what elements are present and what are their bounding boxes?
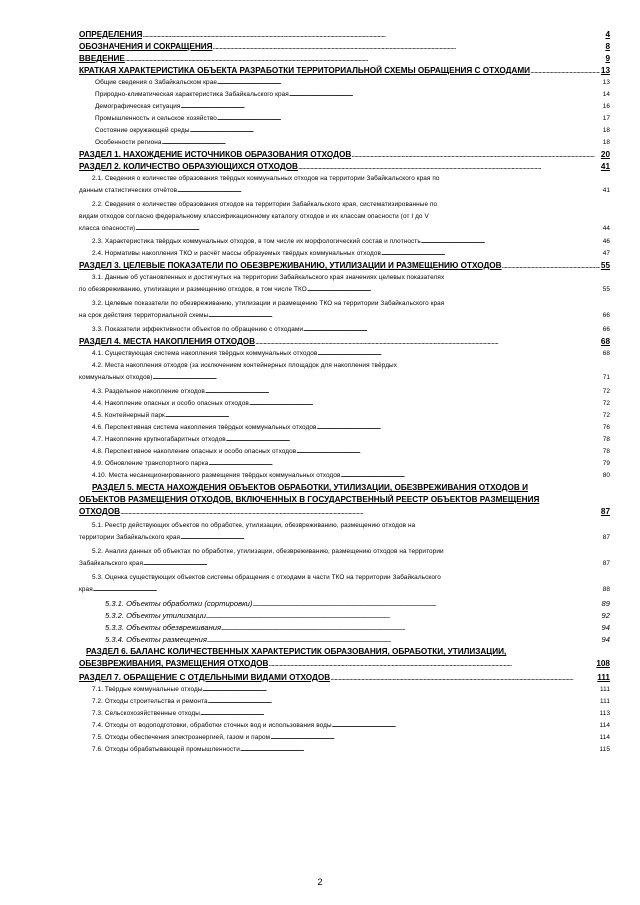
toc-page-number: 71 <box>602 374 610 381</box>
toc-leader-dots <box>240 744 599 756</box>
toc-page-number: 55 <box>600 261 610 270</box>
toc-entry-title: 5.1. Реестр действующих объектов по обработке, утилизации, обезвреживанию, размещению отходов на <box>92 522 416 529</box>
toc-entry-title: ОБЕЗВРЕЖИВАНИЯ, РАЗМЕЩЕНИЯ ОТХОДОВ <box>79 659 269 668</box>
toc-entry[interactable] <box>79 125 610 137</box>
toc-page-number: 18 <box>602 127 610 134</box>
toc-entry[interactable] <box>79 446 610 458</box>
toc-leader-dots <box>341 470 602 482</box>
toc-entry-title: коммунальных отходов) <box>79 374 153 381</box>
toc-leader-dots <box>205 386 602 398</box>
toc-entry[interactable] <box>79 598 610 610</box>
toc-entry-title: 4.2. Места накопления отходов (за исключением контейнерных площадок для накопления твёрдых <box>92 362 398 369</box>
toc-entry-title: ОБОЗНАЧЕНИЯ И СОКРАЩЕНИЯ <box>79 42 213 51</box>
toc-entry[interactable] <box>79 41 610 53</box>
toc-entry-title: видам отходов согласно федеральному классификационному каталогу отходов и их классам опасности (от I до V <box>79 213 429 220</box>
toc-entry[interactable] <box>79 248 610 260</box>
toc-leader-dots <box>226 434 602 446</box>
toc-page-number: 72 <box>602 412 610 419</box>
toc-entry[interactable] <box>79 732 610 744</box>
toc-entry[interactable] <box>79 324 610 336</box>
toc-entry-title: 7.4. Отходы от водоподготовки, обработки сточных вод и использования воды <box>92 722 332 729</box>
toc-page-number: 68 <box>602 350 610 357</box>
toc-entry[interactable] <box>79 410 610 422</box>
toc-entry[interactable] <box>79 610 610 622</box>
toc-entry[interactable] <box>79 29 610 41</box>
toc-entry-title: 2.3. Характеристика твёрдых коммунальных отходов, в том числе их морфологический состав и плотность <box>92 238 421 245</box>
toc-leader-dots <box>190 125 602 137</box>
toc-entry[interactable] <box>79 149 610 161</box>
toc-entry-title: 5.3.3. Объекты обезвреживания <box>105 623 222 632</box>
toc-entry-title: 3.2. Целевые показатели по обезвреживанию, утилизации и размещению ТКО на территории Забайкальского края <box>92 300 445 307</box>
toc-entry[interactable] <box>79 422 610 434</box>
toc-leader-dots <box>252 598 600 610</box>
toc-entry[interactable] <box>79 272 610 298</box>
toc-page-number: 72 <box>602 388 610 395</box>
toc-entry-title: Природно-климатическая характеристика Забайкальского края <box>95 91 289 98</box>
toc-entry[interactable] <box>79 720 610 732</box>
toc-leader-dots <box>213 41 605 53</box>
toc-leader-dots <box>135 223 601 235</box>
toc-entry-title: Общие сведения о Забайкальском крае <box>95 79 218 86</box>
toc-leader-dots <box>180 532 602 544</box>
toc-leader-dots <box>120 506 600 518</box>
toc-leader-dots <box>165 410 602 422</box>
toc-entry-title: РАЗДЕЛ 3. ЦЕЛЕВЫЕ ПОКАЗАТЕЛИ ПО ОБЕЗВРЕЖИВАНИЮ, УТИЛИЗАЦИИ И РАЗМЕЩЕНИЮ ОТХОДОВ <box>79 261 502 270</box>
toc-entry[interactable] <box>79 634 610 646</box>
toc-leader-dots <box>502 260 600 272</box>
toc-entry-title: РАЗДЕЛ 1. НАХОЖДЕНИЕ ИСТОЧНИКОВ ОБРАЗОВАНИЯ ОТХОДОВ <box>79 150 352 159</box>
toc-entry-title: ОБЪЕКТОВ РАЗМЕЩЕНИЯ ОТХОДОВ, ВКЛЮЧЕННЫХ В ГОСУДАРСТВЕННЫЙ РЕЕСТР ОБЪЕКТОВ РАЗМЕЩЕНИЯ <box>79 495 540 504</box>
toc-entry[interactable] <box>79 53 610 65</box>
toc-page-number: 111 <box>599 686 610 693</box>
toc-entry-title: класса опасности) <box>79 225 136 232</box>
toc-page-number: 80 <box>602 472 610 479</box>
toc-entry-title: 7.2. Отходы строительства и ремонта <box>92 698 208 705</box>
toc-leader-dots <box>200 708 599 720</box>
toc-page-number: 66 <box>602 312 610 319</box>
toc-entry[interactable] <box>79 744 610 756</box>
toc-entry-title: 4.7. Накопление крупногабаритных отходов <box>92 436 226 443</box>
toc-leader-dots <box>298 161 600 173</box>
toc-entry-title: ОПРЕДЕЛЕНИЯ <box>79 30 143 39</box>
toc-entry[interactable] <box>79 470 610 482</box>
toc-entry[interactable] <box>79 89 610 101</box>
toc-leader-dots <box>330 672 596 684</box>
toc-entry-title: 2.1. Сведения о количестве образования твёрдых коммунальных отходов на территории Забайкальского края по <box>92 175 440 182</box>
toc-page-number: 9 <box>605 54 610 63</box>
toc-entry[interactable] <box>79 386 610 398</box>
toc-page-number: 14 <box>602 91 610 98</box>
toc-entry[interactable] <box>79 684 610 696</box>
toc-leader-dots <box>221 622 600 634</box>
toc-entry-title: Состояние окружающей среды <box>95 127 190 134</box>
toc-entry[interactable] <box>79 646 610 672</box>
toc-entry[interactable] <box>79 520 610 546</box>
toc-entry-title: 2.2. Сведения о количестве образования отходов на территории Забайкальского края, систематизированные по <box>92 201 438 208</box>
toc-entry-title: 4.1. Существующая система накопления твёрдых коммунальных отходов <box>92 350 318 357</box>
toc-entry[interactable] <box>79 398 610 410</box>
toc-page-number: 41 <box>600 162 610 171</box>
toc-entry[interactable] <box>79 572 610 598</box>
toc-page-number: 88 <box>602 586 610 593</box>
toc-leader-dots <box>268 658 595 670</box>
toc-leader-dots <box>207 634 601 646</box>
toc-page-number: 68 <box>600 337 610 346</box>
toc-entry-title: РАЗДЕЛ 7. ОБРАЩЕНИЕ С ОТДЕЛЬНЫМИ ВИДАМИ ОТХОДОВ <box>79 673 331 682</box>
toc-entry-title: 3.3. Показатели эффективности объектов по обращению с отходами <box>92 326 304 333</box>
toc-leader-dots <box>217 77 602 89</box>
toc-page-number: 17 <box>602 115 610 122</box>
toc-entry-title: 7.6. Отходы обрабатывающей промышленности <box>92 746 240 753</box>
toc-entry-title: территории Забайкальского края <box>79 534 181 541</box>
toc-entry[interactable] <box>79 546 610 572</box>
toc-entry-title: 7.5. Отходы обеспечения электроэнергией, газом и паром <box>92 734 271 741</box>
toc-page-number: 92 <box>601 611 610 620</box>
toc-page-number: 20 <box>600 150 610 159</box>
toc-page-number: 111 <box>597 673 610 682</box>
toc-entry[interactable] <box>79 113 610 125</box>
toc-entry[interactable] <box>79 336 610 348</box>
toc-leader-dots <box>296 446 601 458</box>
toc-entry-title: 4.3. Раздельное накопление отходов <box>92 388 205 395</box>
toc-leader-dots <box>303 324 602 336</box>
toc-entry-title: 5.3.4. Объекты размещения <box>105 635 207 644</box>
toc-entry-title: 7.1. Твёрдые коммунальные отходы <box>92 686 203 693</box>
toc-leader-dots <box>93 584 602 596</box>
toc-entry-title: 5.3.1. Объекты обработки (сортировки) <box>105 599 253 608</box>
toc-entry-title: Забайкальского края <box>79 560 144 567</box>
toc-page-number: 41 <box>602 187 610 194</box>
toc-leader-dots <box>162 137 602 149</box>
toc-entry-title: Демографическая ситуация <box>95 103 181 110</box>
toc-entry[interactable] <box>79 458 610 470</box>
toc-entry-title: ОТХОДОВ <box>79 507 120 516</box>
toc-entry[interactable] <box>79 161 610 173</box>
toc-leader-dots <box>203 684 599 696</box>
toc-entry-title: РАЗДЕЛ 4. МЕСТА НАКОПЛЕНИЯ ОТХОДОВ <box>79 337 256 346</box>
toc-entry-title: 5.3. Оценка существующих объектов системы обращения с отходами в части ТКО на территории Забайкальского <box>92 574 441 581</box>
toc-leader-dots <box>208 310 601 322</box>
toc-leader-dots <box>307 284 602 296</box>
toc-page-number: 94 <box>601 635 610 644</box>
toc-leader-dots <box>180 101 601 113</box>
toc-entry-title: 3.1. Данные об установленных и достигнутых на территории Забайкальского края значениях целевых показателях <box>92 274 445 281</box>
toc-leader-dots <box>208 696 599 708</box>
toc-leader-dots <box>177 185 602 197</box>
table-of-contents <box>79 29 610 756</box>
toc-entry-title: 4.10. Места несанкционированного размещения твёрдых коммунальных отходов <box>92 472 341 479</box>
toc-leader-dots <box>381 248 602 260</box>
toc-entry-title: 4.5. Контейнерный парк <box>92 412 165 419</box>
toc-leader-dots <box>255 336 600 348</box>
toc-entry[interactable] <box>79 173 610 199</box>
toc-entry[interactable] <box>79 298 610 324</box>
toc-page-number: 87 <box>600 507 610 516</box>
toc-entry-title: 4.9. Обновление транспортного парка <box>92 460 209 467</box>
toc-page-number: 78 <box>602 448 610 455</box>
toc-entry-title: на срок действия территориальной схемы <box>79 312 209 319</box>
toc-page-number: 4 <box>605 30 610 39</box>
toc-entry-title: ВВЕДЕНИЕ <box>79 54 125 63</box>
toc-entry-title: Промышленность и сельское хозяйство <box>95 115 217 122</box>
toc-entry-title: 4.8. Перспективное накопление опасных и особо опасных отходов <box>92 448 297 455</box>
toc-page-number: 13 <box>602 79 610 86</box>
toc-entry[interactable] <box>79 101 610 113</box>
toc-entry[interactable] <box>79 137 610 149</box>
toc-entry-title: по обезвреживанию, утилизации и размещению отходов, в том числе ТКО <box>79 286 307 293</box>
toc-entry[interactable] <box>79 77 610 89</box>
toc-entry[interactable] <box>79 236 610 248</box>
toc-page-number: 76 <box>602 424 610 431</box>
toc-leader-dots <box>530 65 600 77</box>
toc-entry[interactable] <box>79 672 610 684</box>
toc-page-number: 18 <box>602 139 610 146</box>
toc-entry-title: 4.6. Перспективная система накопления твёрдых коммунальных отходов <box>92 424 317 431</box>
toc-page-number: 89 <box>601 599 610 608</box>
toc-leader-dots <box>125 53 605 65</box>
toc-page-number: 66 <box>602 326 610 333</box>
toc-entry-title: Особенности региона <box>95 139 162 146</box>
toc-page-number: 55 <box>602 286 610 293</box>
toc-page-number: 115 <box>599 746 610 753</box>
toc-page-number: 87 <box>602 560 610 567</box>
toc-entry-title: края <box>79 586 93 593</box>
toc-page-number: 16 <box>602 103 610 110</box>
toc-leader-dots <box>317 422 602 434</box>
toc-page-number: 94 <box>601 623 610 632</box>
toc-leader-dots <box>142 29 604 41</box>
toc-entry[interactable] <box>79 708 610 720</box>
toc-leader-dots <box>249 398 602 410</box>
toc-page-number: 13 <box>600 66 610 75</box>
toc-leader-dots <box>206 610 601 622</box>
page-number: 2 <box>317 877 323 887</box>
toc-page-number: 114 <box>599 734 610 741</box>
toc-leader-dots <box>143 558 602 570</box>
toc-entry-title: данным статистических отчётов <box>79 187 178 194</box>
toc-entry-title: 5.2. Анализ данных об объектах по обработке, утилизации, обезвреживанию, размещению отходов на территории <box>92 548 444 555</box>
toc-page-number: 111 <box>599 698 610 705</box>
toc-entry-title: 7.3. Сельскохозяйственные отходы <box>92 710 200 717</box>
toc-leader-dots <box>153 372 602 384</box>
toc-entry[interactable] <box>79 360 610 386</box>
toc-entry[interactable] <box>79 65 610 77</box>
toc-page-number: 79 <box>602 460 610 467</box>
toc-page-number: 113 <box>599 710 610 717</box>
toc-entry[interactable] <box>79 348 610 360</box>
toc-leader-dots <box>208 458 601 470</box>
toc-entry[interactable] <box>79 482 610 520</box>
toc-entry-title: КРАТКАЯ ХАРАКТЕРИСТИКА ОБЪЕКТА РАЗРАБОТКИ ТЕРРИТОРИАЛЬНОЙ СХЕМЫ ОБРАЩЕНИЯ С ОТХОДАМИ <box>79 66 531 75</box>
toc-leader-dots <box>317 348 601 360</box>
toc-page-number: 44 <box>602 225 610 232</box>
toc-page-number: 114 <box>599 722 610 729</box>
toc-leader-dots <box>332 720 599 732</box>
toc-page-number: 78 <box>602 436 610 443</box>
toc-page-number: 46 <box>602 238 610 245</box>
toc-page-number: 8 <box>605 42 610 51</box>
toc-leader-dots <box>270 732 598 744</box>
toc-entry[interactable] <box>79 260 610 272</box>
toc-entry-title: 5.3.2. Объекты утилизации <box>105 611 206 620</box>
toc-entry[interactable] <box>79 199 610 236</box>
toc-entry[interactable] <box>79 622 610 634</box>
toc-entry-title: 2.4. Нормативы накопления ТКО и расчёт массы образуемых твёрдых коммунальных отходов <box>92 250 381 257</box>
toc-leader-dots <box>217 113 602 125</box>
toc-entry-title: 4.4. Накопление опасных и особо опасных отходов <box>92 400 249 407</box>
toc-entry-title: РАЗДЕЛ 2. КОЛИЧЕСТВО ОБРАЗУЮЩИХСЯ ОТХОДОВ <box>79 162 298 171</box>
toc-entry-title: РАЗДЕЛ 5. МЕСТА НАХОЖДЕНИЯ ОБЪЕКТОВ ОБРАБОТКИ, УТИЛИЗАЦИИ, ОБЕЗВРЕЖИВАНИЯ ОТХОДОВ И <box>92 483 528 492</box>
toc-entry-title: РАЗДЕЛ 6. БАЛАНС КОЛИЧЕСТВЕННЫХ ХАРАКТЕРИСТИК ОБРАЗОВАНИЯ, ОБРАБОТКИ, УТИЛИЗАЦИИ, <box>86 647 507 656</box>
toc-leader-dots <box>351 149 600 161</box>
toc-page-number: 47 <box>602 250 610 257</box>
toc-page-number: 72 <box>602 400 610 407</box>
toc-entry[interactable] <box>79 434 610 446</box>
toc-leader-dots <box>289 89 602 101</box>
toc-page-number: 108 <box>596 659 610 668</box>
toc-page-number: 87 <box>602 534 610 541</box>
toc-entry[interactable] <box>79 696 610 708</box>
toc-leader-dots <box>421 236 602 248</box>
